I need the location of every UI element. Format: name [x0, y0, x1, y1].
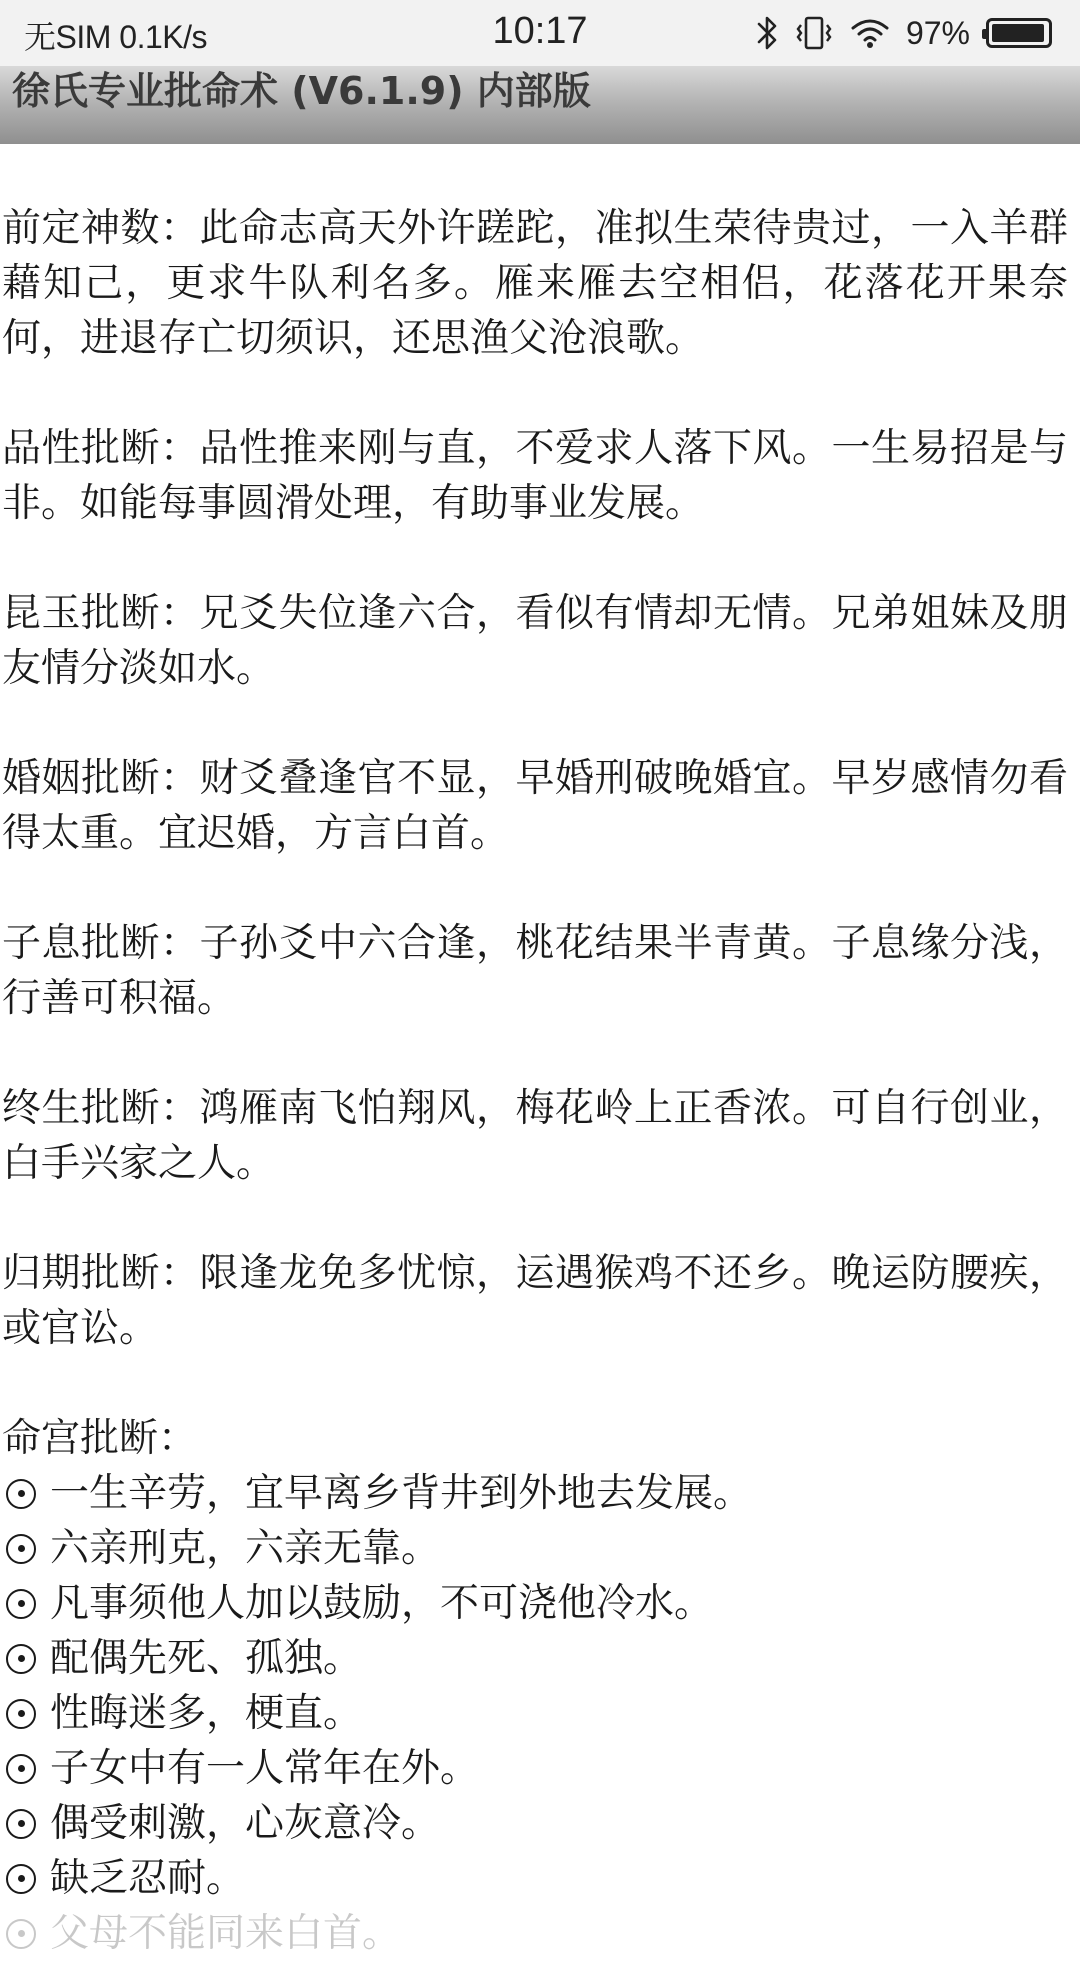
battery-level-fill	[992, 24, 1044, 42]
paragraph-zhongsheng: 终生批断：鸿雁南飞怕翔风，梅花岭上正香浓。可自行创业，白手兴家之人。	[2, 1086, 1068, 1186]
list-item	[0, 1466, 1080, 1521]
list-item-text: 子女中有一人常年在外。	[50, 1746, 480, 1791]
paragraph-guiqi: 归期批断：限逢龙免多忧惊，运遇猴鸡不还乡。晚运防腰疾，或官讼。	[2, 1251, 1068, 1351]
list-item-text: 六亲刑克，六亲无靠。	[50, 1526, 441, 1571]
ming-gong-list	[0, 1466, 1080, 1961]
list-item-text: 父母不能同来白首。	[50, 1911, 402, 1956]
circled-dot-icon	[6, 1864, 36, 1894]
list-item-partially-visible	[0, 1906, 1080, 1961]
list-item-text: 性晦迷多，梗直。	[50, 1691, 363, 1736]
battery-percent: 97%	[905, 14, 970, 51]
list-item	[0, 1796, 1080, 1851]
list-item	[0, 1741, 1080, 1796]
list-item	[0, 1521, 1080, 1576]
bluetooth-icon	[756, 15, 778, 51]
circled-dot-icon	[6, 1809, 36, 1839]
battery-icon	[986, 18, 1052, 48]
paragraph-pinxing: 品性批断：品性推来刚与直，不爱求人落下风。一生易招是与非。如能每事圆滑处理，有助事业发展。	[2, 426, 1068, 526]
circled-dot-icon	[6, 1754, 36, 1784]
status-bar	[0, 0, 1080, 66]
circled-dot-icon	[6, 1919, 36, 1949]
list-item-text: 一生辛劳，宜早离乡背井到外地去发展。	[50, 1471, 753, 1516]
circled-dot-icon	[6, 1699, 36, 1729]
circled-dot-icon	[6, 1479, 36, 1509]
wifi-icon	[850, 16, 890, 50]
list-item-text: 缺乏忍耐。	[50, 1856, 246, 1901]
list-item-text: 偶受刺激，心灰意冷。	[50, 1801, 441, 1846]
paragraph-hunyin: 婚姻批断：财爻叠逢官不显，早婚刑破晚婚宜。早岁感情勿看得太重。宜迟婚，方言白首。	[2, 756, 1068, 856]
list-item	[0, 1686, 1080, 1741]
circled-dot-icon	[6, 1589, 36, 1619]
battery-tip	[982, 29, 986, 39]
carrier-network-speed: 无SIM 0.1K/s	[24, 19, 208, 55]
clock: 10:17	[492, 10, 588, 52]
paragraph-qianding: 前定神数：此命志高天外许蹉跎，准拟生荣待贵过，一入羊群藉知己，更求牛队利名多。雁来雁去空相侣，花落花开果奈何，进退存亡切须识，还思渔父沧浪歌。	[2, 206, 1068, 361]
reading-content[interactable]	[0, 144, 1080, 1956]
paragraph-zixi: 子息批断：子孙爻中六合逢，桃花结果半青黄。子息缘分浅，行善可积福。	[2, 921, 1068, 1021]
circled-dot-icon	[6, 1644, 36, 1674]
app-title-bar	[0, 66, 1080, 144]
status-icons	[756, 10, 1052, 56]
list-item-text: 凡事须他人加以鼓励，不可浇他冷水。	[50, 1581, 714, 1626]
list-item	[0, 1576, 1080, 1631]
paragraph-kunyu: 昆玉批断：兄爻失位逢六合，看似有情却无情。兄弟姐妹及朋友情分淡如水。	[2, 591, 1068, 691]
list-item	[0, 1631, 1080, 1686]
vibrate-icon	[794, 15, 834, 51]
ming-gong-heading: 命宫批断：	[2, 1416, 198, 1461]
list-item	[0, 1851, 1080, 1906]
app-title: 徐氏专业批命术 (V6.1.9) 内部版	[12, 69, 591, 113]
circled-dot-icon	[6, 1534, 36, 1564]
list-item-text: 配偶先死、孤独。	[50, 1636, 363, 1681]
